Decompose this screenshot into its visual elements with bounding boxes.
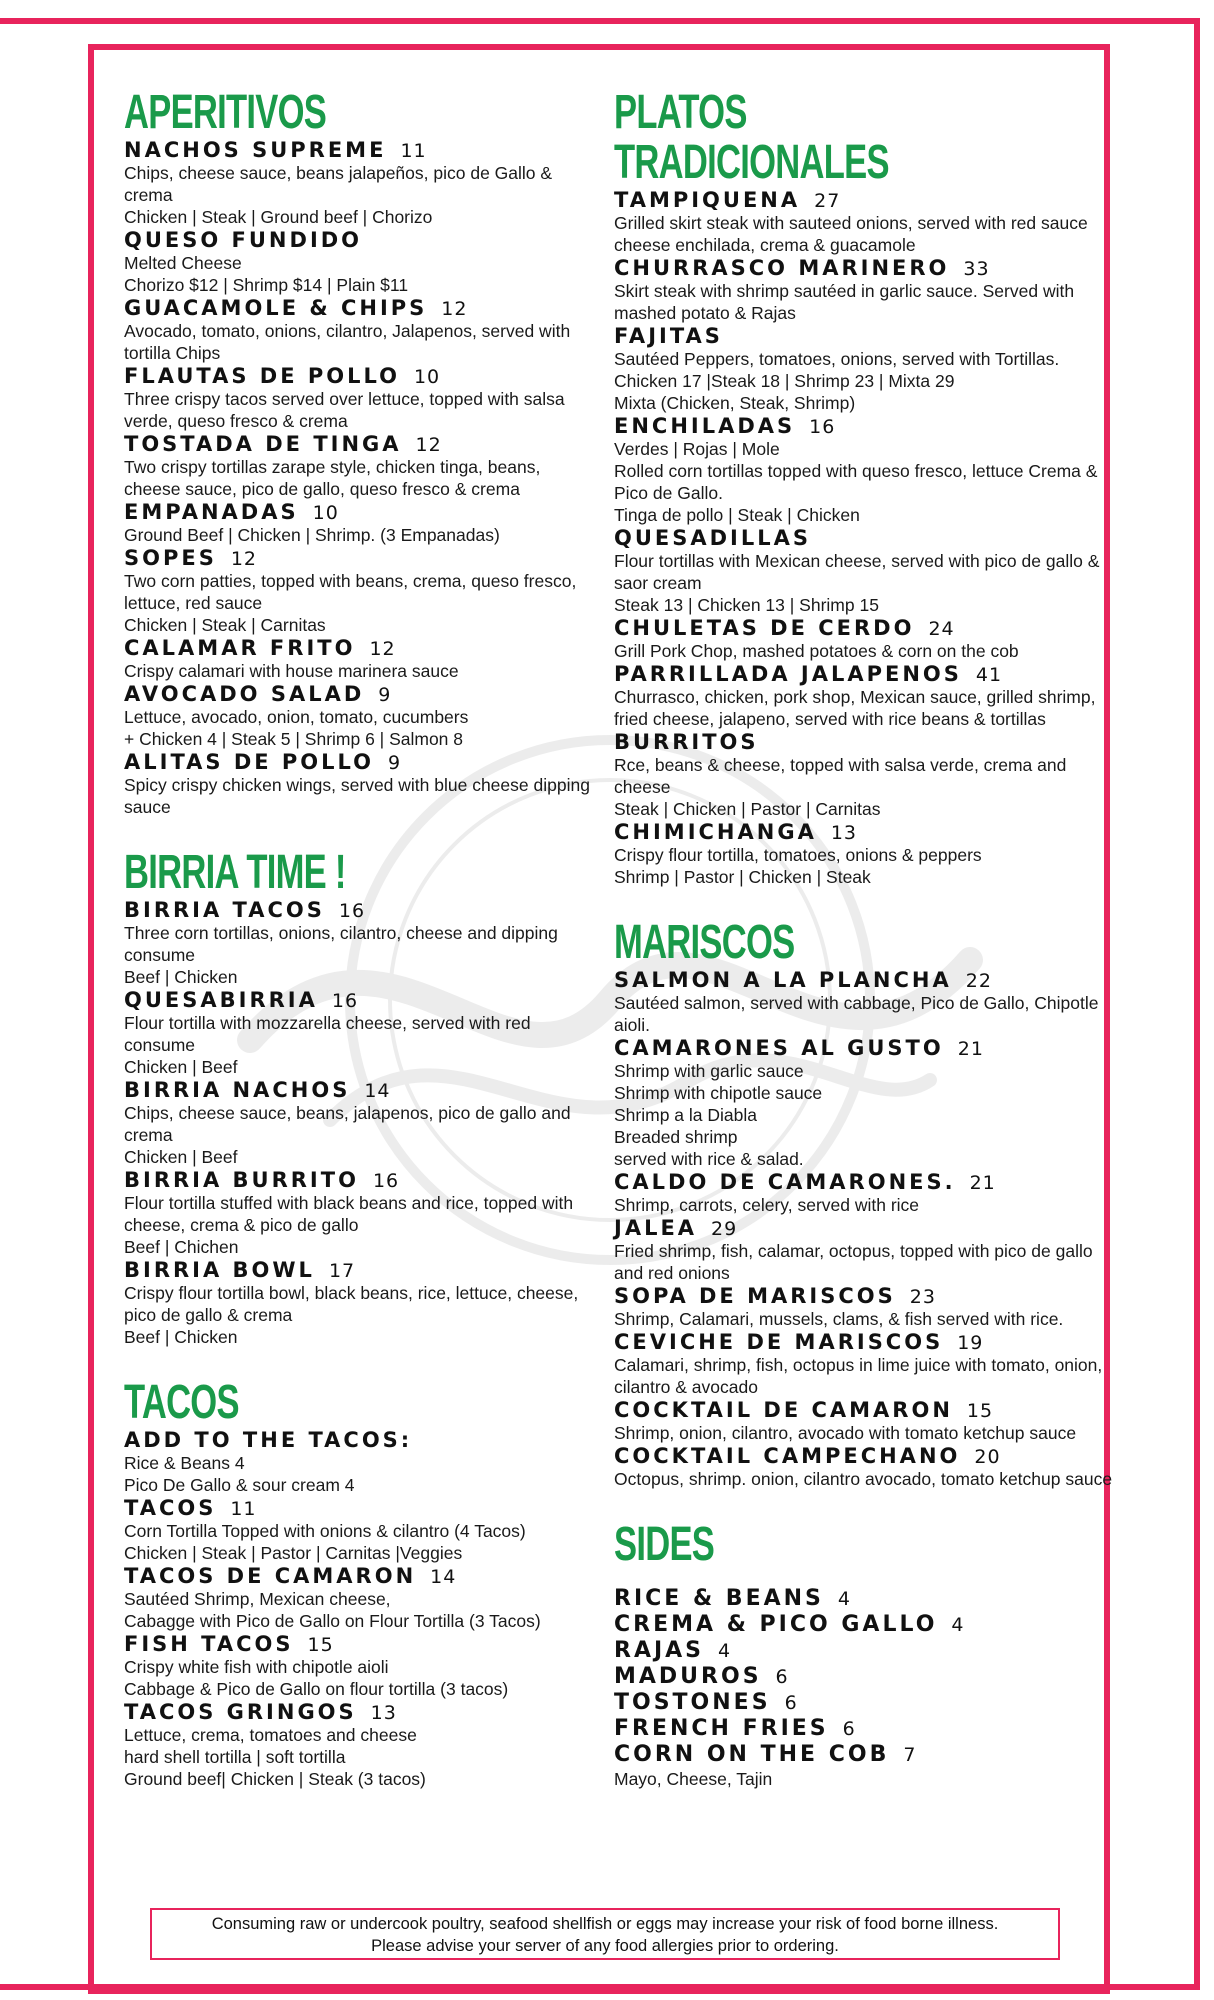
- section-aperitivos: [124, 88, 594, 818]
- item-price: 12: [441, 298, 468, 320]
- item-price: 13: [830, 822, 858, 844]
- item-description: Sautéed Peppers, tomatoes, onions, served with Tortillas.: [614, 349, 1060, 369]
- item-description: Chicken | Steak | Ground beef | Chorizo: [124, 207, 433, 227]
- menu-item-caldo-de-camarones: [614, 1170, 1124, 1216]
- item-description: Shrimp a la Diabla: [614, 1105, 757, 1125]
- item-name: RAJAS: [614, 1638, 705, 1663]
- item-name: CHULETAS DE CERDO: [614, 616, 915, 640]
- menu-item-birria-nachos: [124, 1078, 594, 1168]
- item-description: Shrimp, Calamari, mussels, clams, & fish served with rice.: [614, 1309, 1064, 1329]
- item-description: Sautéed Shrimp, Mexican cheese,: [124, 1589, 391, 1609]
- menu-item-cocktail-campechano: [614, 1444, 1124, 1490]
- item-description: Chicken | Steak | Pastor | Carnitas |Veggies: [124, 1543, 463, 1563]
- item-name: FISH TACOS: [124, 1632, 294, 1656]
- item-description: Shrimp with garlic sauce: [614, 1061, 804, 1081]
- item-price: 14: [430, 1566, 457, 1588]
- item-name: TACOS GRINGOS: [124, 1700, 357, 1724]
- item-name: CORN ON THE COB: [614, 1742, 890, 1767]
- item-description: Crispy white fish with chipotle aioli: [124, 1657, 389, 1677]
- item-description: + Chicken 4 | Steak 5 | Shrimp 6 | Salmon 8: [124, 729, 464, 749]
- item-description: Sautéed salmon, served with cabbage, Pico de Gallo, Chipotle aioli.: [614, 993, 1099, 1035]
- item-description: Grill Pork Chop, mashed potatoes & corn on the cob: [614, 641, 1019, 661]
- item-description: Cabagge with Pico de Gallo on Flour Tortilla (3 Tacos): [124, 1611, 541, 1631]
- item-description: Spicy crispy chicken wings, served with blue cheese dipping sauce: [124, 775, 590, 817]
- item-description: served with rice & salad.: [614, 1149, 804, 1169]
- item-name: BIRRIA BOWL: [124, 1258, 315, 1282]
- item-name: FLAUTAS DE POLLO: [124, 364, 400, 388]
- menu-item-camarones-al-gusto: [614, 1036, 1124, 1170]
- item-price: 24: [928, 618, 955, 640]
- item-description: Flour tortilla stuffed with black beans and rice, topped with cheese, crema & pico de gallo: [124, 1193, 574, 1235]
- item-price: 22: [965, 970, 992, 992]
- item-description: Mayo, Cheese, Tajin: [614, 1769, 773, 1789]
- item-description: Octopus, shrimp. onion, cilantro avocado, tomato ketchup sauce: [614, 1469, 1113, 1489]
- item-description: Chicken 17 |Steak 18 | Shrimp 23 | Mixta 29: [614, 371, 955, 391]
- item-price: 10: [312, 502, 339, 524]
- item-name: SOPES: [124, 546, 217, 570]
- item-description: Crispy flour tortilla, tomatoes, onions & peppers: [614, 845, 982, 865]
- menu-item-french-fries: [614, 1716, 1124, 1742]
- menu-item-churrasco-marinero: [614, 256, 1124, 324]
- item-description: Steak 13 | Chicken 13 | Shrimp 15: [614, 595, 879, 615]
- item-name: TOSTADA DE TINGA: [124, 432, 402, 456]
- item-price: 10: [413, 366, 441, 388]
- left-menu-column: [124, 88, 594, 1790]
- item-name: TACOS DE CAMARON: [124, 1564, 417, 1588]
- item-description: Beef | Chichen: [124, 1237, 239, 1257]
- item-name: QUESO FUNDIDO: [124, 228, 363, 252]
- item-price: 33: [963, 258, 990, 280]
- item-price: 11: [230, 1498, 257, 1520]
- menu-item-add-to-the-tacos: [124, 1428, 594, 1496]
- item-description: Melted Cheese: [124, 253, 242, 273]
- item-price: 4: [837, 1588, 851, 1610]
- menu-item-chimichanga: [614, 820, 1124, 888]
- item-name: AVOCADO SALAD: [124, 682, 365, 706]
- section-sides: [614, 1520, 1124, 1790]
- menu-item-tostones: [614, 1690, 1124, 1716]
- item-name: COCKTAIL DE CAMARON: [614, 1398, 953, 1422]
- item-name: CALDO DE CAMARONES.: [614, 1170, 956, 1194]
- item-name: TACOS: [124, 1496, 217, 1520]
- menu-item-rajas: [614, 1638, 1124, 1664]
- item-description: Shrimp with chipotle sauce: [614, 1083, 823, 1103]
- item-description: Flour tortillas with Mexican cheese, served with pico de gallo & saor cream: [614, 551, 1100, 593]
- menu-item-tacos-gringos: [124, 1700, 594, 1790]
- right-menu-column: [614, 88, 1124, 1790]
- item-price: 12: [230, 548, 258, 570]
- item-price: 21: [969, 1172, 996, 1194]
- item-price: 12: [369, 638, 396, 660]
- menu-item-salmon-a-la-plancha: [614, 968, 1124, 1036]
- item-description: Shrimp, carrots, celery, served with rice: [614, 1195, 920, 1215]
- item-price: 9: [378, 684, 392, 706]
- item-price: 15: [307, 1634, 334, 1656]
- section-title: BIRRIA TIME !: [124, 846, 346, 899]
- item-description: Skirt steak with shrimp sautéed in garlic sauce. Served with mashed potato & Rajas: [614, 281, 1075, 323]
- item-description: Pico De Gallo & sour cream 4: [124, 1475, 355, 1495]
- item-name: BURRITOS: [614, 730, 759, 754]
- item-name: CHIMICHANGA: [614, 820, 817, 844]
- item-name: QUESABIRRIA: [124, 988, 318, 1012]
- menu-item-sopes: [124, 546, 594, 636]
- item-name: BIRRIA BURRITO: [124, 1168, 359, 1192]
- item-name: SOPA DE MARISCOS: [614, 1284, 896, 1308]
- menu-item-maduros: [614, 1664, 1124, 1690]
- item-price: 6: [784, 1692, 798, 1714]
- item-price: 9: [388, 752, 402, 774]
- item-price: 4: [718, 1640, 732, 1662]
- item-price: 23: [909, 1286, 936, 1308]
- item-description: Mixta (Chicken, Steak, Shrimp): [614, 393, 856, 413]
- item-price: 7: [903, 1744, 917, 1766]
- section-title: PLATOS TRADICIONALES: [614, 86, 889, 189]
- item-name: CALAMAR FRITO: [124, 636, 356, 660]
- section-tacos: [124, 1378, 594, 1790]
- item-price: 6: [842, 1718, 856, 1740]
- item-description: Two corn patties, topped with beans, crema, queso fresco, lettuce, red sauce: [124, 571, 577, 613]
- item-description: Rce, beans & cheese, topped with salsa verde, crema and cheese: [614, 755, 1067, 797]
- item-price: 41: [975, 664, 1003, 686]
- item-description: Verdes | Rojas | Mole: [614, 439, 780, 459]
- menu-item-queso-fundido: [124, 228, 594, 296]
- item-price: 16: [372, 1170, 400, 1192]
- item-price: 6: [775, 1666, 789, 1688]
- menu-item-empanadas: [124, 500, 594, 546]
- menu-item-tostada-de-tinga: [124, 432, 594, 500]
- item-description: Calamari, shrimp, fish, octopus in lime juice with tomato, onion, cilantro & avocado: [614, 1355, 1103, 1397]
- menu-item-birria-bowl: [124, 1258, 594, 1348]
- menu-item-flautas-de-pollo: [124, 364, 594, 432]
- menu-item-enchiladas: [614, 414, 1124, 526]
- item-name: FRENCH FRIES: [614, 1716, 829, 1741]
- item-name: QUESADILLAS: [614, 526, 812, 550]
- menu-item-alitas-de-pollo: [124, 750, 594, 818]
- menu-item-fajitas: [614, 324, 1124, 414]
- menu-item-nachos-supreme: [124, 138, 594, 228]
- item-description: Chips, cheese sauce, beans jalapeños, pico de Gallo & crema: [124, 163, 553, 205]
- item-description: Fried shrimp, fish, calamar, octopus, topped with pico de gallo and red onions: [614, 1241, 1093, 1283]
- item-description: Ground Beef | Chicken | Shrimp. (3 Empanadas): [124, 525, 500, 545]
- item-description: Chorizo $12 | Shrimp $14 | Plain $11: [124, 275, 409, 295]
- item-description: Breaded shrimp: [614, 1127, 738, 1147]
- menu-item-corn-on-the-cob: [614, 1742, 1124, 1790]
- item-name: COCKTAIL CAMPECHANO: [614, 1444, 961, 1468]
- item-description: Steak | Chicken | Pastor | Carnitas: [614, 799, 881, 819]
- section-title: TACOS: [124, 1376, 239, 1429]
- item-description: Churrasco, chicken, pork shop, Mexican sauce, grilled shrimp, fried cheese, jalapeno, served with rice beans & tortillas: [614, 687, 1096, 729]
- item-price: 16: [338, 900, 366, 922]
- menu-item-chuletas-de-cerdo: [614, 616, 1124, 662]
- item-name: PARRILLADA JALAPENOS: [614, 662, 962, 686]
- item-name: CAMARONES AL GUSTO: [614, 1036, 944, 1060]
- menu-item-tacos: [124, 1496, 594, 1564]
- item-name: SALMON A LA PLANCHA: [614, 968, 952, 992]
- menu-item-guacamole-chips: [124, 296, 594, 364]
- menu-item-rice-beans: [614, 1586, 1124, 1612]
- item-description: Grilled skirt steak with sauteed onions, served with red sauce cheese enchilada, crema & guacamole: [614, 213, 1088, 255]
- item-description: Crispy calamari with house marinera sauce: [124, 661, 459, 681]
- item-name: CREMA & PICO GALLO: [614, 1612, 938, 1637]
- item-name: ENCHILADAS: [614, 414, 796, 438]
- item-description: Beef | Chicken: [124, 1327, 238, 1347]
- menu-item-burritos: [614, 730, 1124, 820]
- menu-item-quesabirria: [124, 988, 594, 1078]
- section-mariscos: [614, 918, 1124, 1490]
- section-birria-time: [124, 848, 594, 1348]
- item-price: 16: [809, 416, 836, 438]
- menu-item-avocado-salad: [124, 682, 594, 750]
- item-name: FAJITAS: [614, 324, 723, 348]
- menu-item-crema-pico-gallo: [614, 1612, 1124, 1638]
- item-name: MADUROS: [614, 1664, 762, 1689]
- item-price: 4: [951, 1614, 965, 1636]
- item-name: CEVICHE DE MARISCOS: [614, 1330, 944, 1354]
- item-description: Rolled corn tortillas topped with queso fresco, lettuce Crema & Pico de Gallo.: [614, 461, 1098, 503]
- item-description: Three corn tortillas, onions, cilantro, cheese and dipping consume: [124, 923, 558, 965]
- menu-item-quesadillas: [614, 526, 1124, 616]
- item-name: JALEA: [614, 1216, 698, 1240]
- menu-item-birria-tacos: [124, 898, 594, 988]
- item-description: Shrimp, onion, cilantro, avocado with tomato ketchup sauce: [614, 1423, 1077, 1443]
- item-price: 17: [328, 1260, 356, 1282]
- item-description: Cabbage & Pico de Gallo on flour tortilla (3 tacos): [124, 1679, 509, 1699]
- menu-item-jalea: [614, 1216, 1124, 1284]
- menu-item-fish-tacos: [124, 1632, 594, 1700]
- item-price: 21: [957, 1038, 984, 1060]
- item-name: GUACAMOLE & CHIPS: [124, 296, 428, 320]
- menu-item-ceviche-de-mariscos: [614, 1330, 1124, 1398]
- section-title: SIDES: [614, 1518, 715, 1571]
- item-name: CHURRASCO MARINERO: [614, 256, 950, 280]
- item-price: 16: [331, 990, 359, 1012]
- item-name: BIRRIA NACHOS: [124, 1078, 351, 1102]
- item-description: Lettuce, avocado, onion, tomato, cucumbers: [124, 707, 469, 727]
- item-description: Two crispy tortillas zarape style, chicken tinga, beans, cheese sauce, pico de gallo, queso fresco & crema: [124, 457, 541, 499]
- menu-item-birria-burrito: [124, 1168, 594, 1258]
- menu-item-parrillada-jalapenos: [614, 662, 1124, 730]
- menu-item-sopa-de-mariscos: [614, 1284, 1124, 1330]
- item-description: Beef | Chicken: [124, 967, 238, 987]
- item-price: 19: [957, 1332, 984, 1354]
- item-name: EMPANADAS: [124, 500, 299, 524]
- item-name: BIRRIA TACOS: [124, 898, 325, 922]
- item-price: 14: [364, 1080, 391, 1102]
- item-description: Lettuce, crema, tomatoes and cheese: [124, 1725, 417, 1745]
- item-description: Tinga de pollo | Steak | Chicken: [614, 505, 860, 525]
- item-name: RICE & BEANS: [614, 1586, 824, 1611]
- disclaimer-line-1: Consuming raw or undercook poultry, seafood shellfish or eggs may increase your risk of food borne illness.: [211, 1915, 999, 1933]
- item-description: Chips, cheese sauce, beans, jalapenos, pico de gallo and crema: [124, 1103, 571, 1145]
- menu-item-tacos-de-camaron: [124, 1564, 594, 1632]
- section-platos-tradicionales: [614, 88, 1124, 888]
- section-title: APERITIVOS: [124, 86, 327, 139]
- item-name: ALITAS DE POLLO: [124, 750, 375, 774]
- item-price: 15: [966, 1400, 994, 1422]
- item-price: 20: [974, 1446, 1001, 1468]
- disclaimer-line-2: Please advise your server of any food allergies prior to ordering.: [371, 1937, 839, 1955]
- allergy-disclaimer: [150, 1908, 1060, 1960]
- item-description: Avocado, tomato, onions, cilantro, Jalapenos, served with tortilla Chips: [124, 321, 571, 363]
- item-description: Crispy flour tortilla bowl, black beans, rice, lettuce, cheese, pico de gallo & crema: [124, 1283, 579, 1325]
- item-description: Ground beef| Chicken | Steak (3 tacos): [124, 1769, 426, 1789]
- section-title: MARISCOS: [614, 916, 795, 969]
- item-price: 13: [370, 1702, 397, 1724]
- item-description: Chicken | Beef: [124, 1147, 238, 1167]
- item-price: 11: [400, 140, 427, 162]
- item-description: Chicken | Beef: [124, 1057, 238, 1077]
- menu-item-calamar-frito: [124, 636, 594, 682]
- item-description: Flour tortilla with mozzarella cheese, served with red consume: [124, 1013, 531, 1055]
- menu-item-tampiquena: [614, 188, 1124, 256]
- item-description: Rice & Beans 4: [124, 1453, 245, 1473]
- item-description: Three crispy tacos served over lettuce, topped with salsa verde, queso fresco & crema: [124, 389, 565, 431]
- item-name: TOSTONES: [614, 1690, 771, 1715]
- menu-item-cocktail-de-camaron: [614, 1398, 1124, 1444]
- item-description: Chicken | Steak | Carnitas: [124, 615, 326, 635]
- item-description: Corn Tortilla Topped with onions & cilantro (4 Tacos): [124, 1521, 526, 1541]
- item-description: hard shell tortilla | soft tortilla: [124, 1747, 346, 1767]
- item-price: 12: [415, 434, 442, 456]
- item-price: 29: [711, 1218, 738, 1240]
- item-description: Shrimp | Pastor | Chicken | Steak: [614, 867, 871, 887]
- item-name: ADD TO THE TACOS:: [124, 1428, 413, 1452]
- item-name: NACHOS SUPREME: [124, 138, 387, 162]
- item-name: TAMPIQUENA: [614, 188, 801, 212]
- item-price: 27: [814, 190, 841, 212]
